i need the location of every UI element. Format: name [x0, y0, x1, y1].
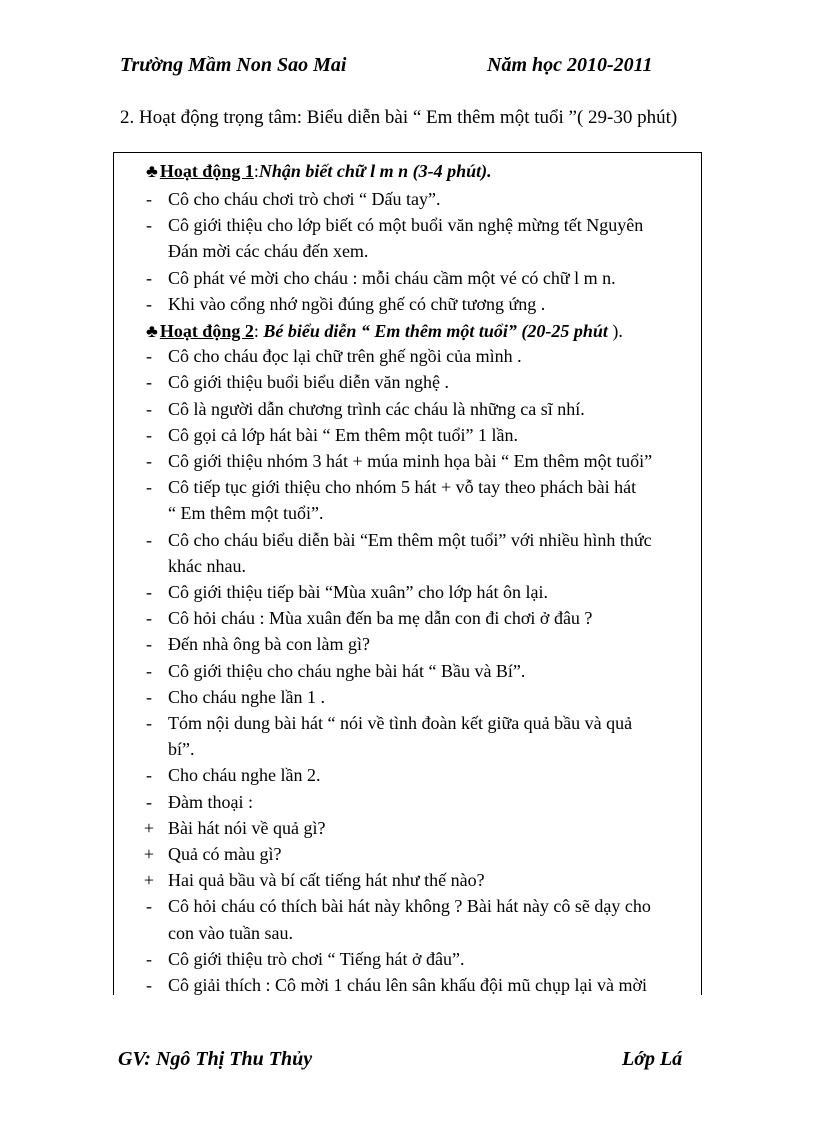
dash-marker: - — [146, 267, 152, 288]
dash-marker: - — [146, 975, 152, 995]
list-item-text: Cô giới thiệu nhóm 3 hát + múa minh họa bài “ Em thêm một tuổi” — [168, 451, 653, 471]
dash-marker: - — [146, 660, 152, 681]
class-name: Lớp Lá — [622, 1048, 683, 1070]
dash-marker: - — [146, 293, 152, 314]
list-item-text: “ Em thêm một tuổi”. — [168, 503, 324, 524]
list-item-text: Đán mời các cháu đến xem. — [168, 241, 369, 262]
activity-2-heading — [146, 321, 623, 342]
list-item-text: Cô cho cháu chơi trò chơi “ Dấu tay”. — [168, 189, 441, 209]
list-item-text: Hai quả bầu và bí cất tiếng hát như thế nào? — [168, 870, 485, 891]
list-item-text: Khi vào cổng nhớ ngồi đúng ghế có chữ tương ứng . — [168, 293, 546, 314]
plus-marker: + — [143, 844, 155, 864]
club-icon: ♣ — [146, 320, 158, 341]
teacher-name: GV: Ngô Thị Thu Thủy — [118, 1048, 313, 1070]
list-item-text: Cô cho cháu đọc lại chữ trên ghế ngồi của mình . — [168, 346, 522, 367]
list-item-text: Cô là người dẫn chương trình các cháu là những ca sĩ nhí. — [168, 398, 585, 419]
list-item-text: Cô giới thiệu cho lớp biết có một buổi văn nghệ mừng tết Nguyên — [168, 215, 644, 236]
activity-1-label: Hoạt động 1 — [159, 161, 254, 181]
list-item-text: Cô cho cháu biểu diễn bài “Em thêm một tuổi” với nhiều hình thức — [168, 529, 652, 550]
list-item-text: Bài hát nói về quả gì? — [168, 817, 326, 838]
activity-1-heading — [146, 161, 492, 182]
activity-box — [113, 152, 702, 995]
dash-marker: - — [146, 791, 152, 812]
dash-marker: - — [146, 608, 152, 629]
activity-2-label: Hoạt động 2 — [159, 320, 254, 341]
list-item-text: Cô giới thiệu buổi biểu diễn văn nghệ . — [168, 372, 449, 393]
list-item-text: Cô giới thiệu cho cháu nghe bài hát “ Bầu và Bí”. — [168, 660, 526, 681]
section-title: 2. Hoạt động trọng tâm: Biểu diễn bài “ Em thêm một tuổi ”( 29-30 phút) — [120, 107, 678, 128]
dash-marker: - — [146, 582, 152, 602]
school-name: Trường Mầm Non Sao Mai — [120, 54, 347, 76]
list-item-text: con vào tuần sau. — [168, 922, 293, 943]
list-item-text: Cô hỏi cháu : Mùa xuân đến ba mẹ dẫn con đi chơi ở đâu ? — [168, 608, 593, 629]
school-year: Năm học 2010-2011 — [487, 54, 653, 76]
list-item-text: Tóm nội dung bài hát “ nói về tình đoàn kết giữa quả bầu và quả — [168, 713, 633, 733]
dash-marker: - — [146, 451, 152, 471]
dash-marker: - — [146, 189, 152, 209]
list-item-text: Cô giải thích : Cô mời 1 cháu lên sân khấu đội mũ chụp lại và mời — [168, 975, 647, 995]
dash-marker: - — [146, 896, 152, 917]
list-item-text: Cô tiếp tục giới thiệu cho nhóm 5 hát + vỗ tay theo phách bài hát — [168, 477, 637, 498]
activity-1-description: Nhận biết chữ l m n (3-4 phút). — [258, 161, 492, 181]
list-item-text: Đàm thoại : — [168, 791, 253, 812]
list-item-text: Cho cháu nghe lần 2. — [168, 765, 321, 786]
plus-marker: + — [143, 870, 155, 891]
list-item-text: Cô phát vé mời cho cháu : mỗi cháu cầm một vé có chữ l m n. — [168, 267, 616, 288]
list-item-text: Cô giới thiệu trò chơi “ Tiếng hát ở đâu”. — [168, 948, 465, 969]
plus-marker: + — [143, 817, 155, 838]
activity-2-tail: ). — [607, 320, 623, 341]
dash-marker: - — [146, 713, 152, 733]
list-item-text: bí”. — [168, 739, 195, 760]
list-item-text: Cô hỏi cháu có thích bài hát này không ? Bài hát này cô sẽ dạy cho — [168, 896, 651, 917]
list-item-text: Đến nhà ông bà con làm gì? — [168, 634, 370, 655]
list-item-text: Cho cháu nghe lần 1 . — [168, 686, 325, 707]
list-item-text: khác nhau. — [168, 555, 246, 576]
dash-marker: - — [146, 765, 152, 786]
club-icon: ♣ — [146, 161, 158, 181]
dash-marker: - — [146, 477, 152, 498]
dash-marker: - — [146, 686, 152, 707]
dash-marker: - — [146, 398, 152, 419]
dash-marker: - — [146, 948, 152, 969]
activity-2-separator: : — [253, 320, 264, 341]
dash-marker: - — [146, 634, 152, 655]
list-item-text: Quả có màu gì? — [168, 844, 282, 864]
dash-marker: - — [146, 346, 152, 367]
dash-marker: - — [146, 215, 152, 236]
activity-1-separator: : — [253, 161, 259, 181]
list-item-text: Cô giới thiệu tiếp bài “Mùa xuân” cho lớp hát ôn lại. — [168, 582, 548, 602]
dash-marker: - — [146, 372, 152, 393]
activity-2-description: Bé biểu diễn “ Em thêm một tuổi” (20-25 phút — [263, 320, 608, 341]
dash-marker: - — [146, 424, 152, 445]
list-item-text: Cô gọi cả lớp hát bài “ Em thêm một tuổi” 1 lần. — [168, 424, 518, 445]
dash-marker: - — [146, 529, 152, 550]
